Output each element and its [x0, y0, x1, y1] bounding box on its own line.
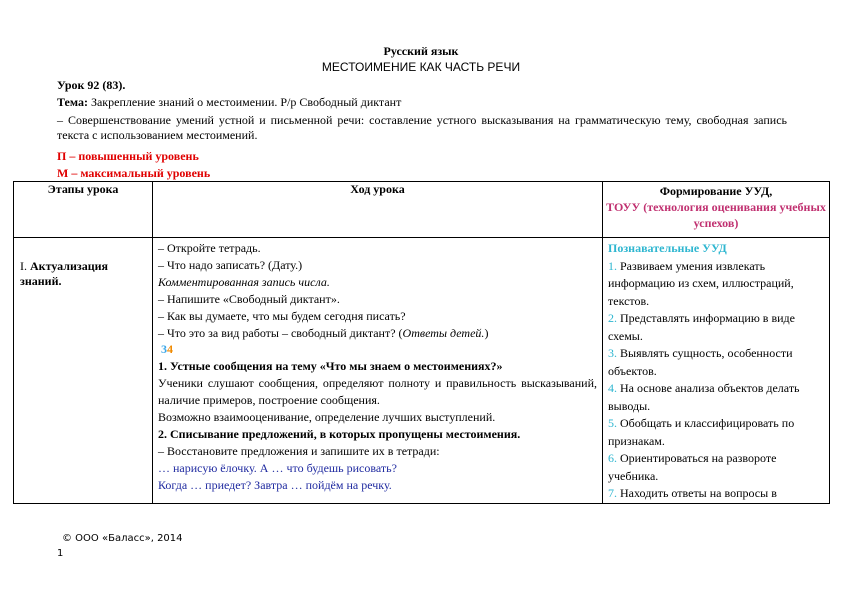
theme-label: Тема:	[57, 95, 88, 109]
level-p: П – повышенный уровень	[57, 149, 199, 163]
uud-item	[608, 450, 825, 485]
course-line: – Напишите «Свободный диктант».	[158, 291, 340, 306]
uud-item	[608, 345, 825, 380]
theme-text: Закрепление знаний о местоимении. Р/р Свободный диктант	[87, 95, 402, 109]
uud-item	[608, 485, 825, 503]
uud-num: 4.	[608, 381, 617, 395]
uud-num: 2.	[608, 311, 617, 325]
course-line: Возможно взаимооценивание, определение лучших выступлений.	[158, 410, 496, 425]
course-line: Когда … приедет? Завтра … пойдём на речку.	[158, 477, 392, 492]
uud-item	[608, 415, 825, 450]
level-markers	[158, 341, 597, 358]
marker-3: 3	[161, 342, 167, 357]
course-line: – Восстановите предложения и запишите их в тетради:	[158, 443, 440, 458]
uud-num: 7.	[608, 486, 617, 500]
uud-cell	[603, 238, 830, 504]
page-number: 1	[57, 548, 64, 559]
uud-num: 6.	[608, 451, 617, 465]
uud-text: Развиваем умения извлекать информацию из схем, иллюстраций, текстов.	[608, 258, 794, 308]
uud-num: 1.	[608, 258, 617, 273]
course-cell	[153, 238, 603, 504]
lesson-theme	[57, 95, 401, 110]
header-stages: Этапы урока	[14, 182, 153, 238]
course-line: Ученики слушают сообщения, определяют полноту и правильность высказываний, наличие примеров, построение сообщения.	[158, 376, 597, 408]
stage-name: Актуализация знаний.	[20, 259, 109, 288]
header-uud-main: Формирование УУД,	[659, 184, 773, 198]
level-m: М – максимальный уровень	[57, 166, 211, 180]
lesson-goal: – Совершенствование умений устной и письменной речи: составление устного высказывания на грамматическую тему, свободная запись текста с использованием местоимений.	[57, 113, 787, 142]
subject-title: Русский язык	[383, 44, 459, 58]
marker-4: 4	[167, 342, 173, 357]
course-line	[158, 325, 597, 342]
course-line: … нарисую ёлочку. А … что будешь рисовать?	[158, 460, 397, 475]
uud-item	[608, 310, 825, 345]
course-line: – Что надо записать? (Дату.)	[158, 257, 303, 272]
course-line: Комментированная запись числа.	[158, 274, 330, 289]
uud-text: Обобщать и классифицировать по признакам.	[608, 416, 795, 448]
lesson-table	[13, 181, 830, 504]
course-line: – Откройте тетрадь.	[158, 241, 261, 255]
lesson-number: Урок 92 (83).	[57, 78, 126, 92]
uud-item	[608, 380, 825, 415]
header-course: Ход урока	[153, 182, 603, 238]
stage-number: I.	[20, 259, 27, 273]
stage-cell	[14, 238, 153, 504]
course-text: Ответы детей.	[402, 325, 485, 340]
course-text: )	[484, 325, 489, 340]
topic-title: МЕСТОИМЕНИЕ КАК ЧАСТЬ РЕЧИ	[321, 60, 521, 74]
header-uud-sub: ТОУУ (технология оценивания учебных успехов)	[606, 200, 826, 230]
uud-text: Выявлять сущность, особенности объектов.	[608, 346, 793, 378]
uud-item	[608, 258, 825, 311]
course-line: 1. Устные сообщения на тему «Что мы знаем о местоимениях?»	[158, 359, 503, 374]
course-line: 2. Списывание предложений, в которых пропущены местоимения.	[158, 426, 521, 441]
course-line: – Как вы думаете, что мы будем сегодня писать?	[158, 308, 406, 323]
table-header-row	[14, 182, 830, 238]
copyright-footer: © ООО «Баласс», 2014	[62, 533, 183, 544]
uud-text: На основе анализа объектов делать выводы.	[608, 381, 800, 413]
uud-text: Представлять информацию в виде схемы.	[608, 311, 795, 343]
course-text: – Что это за вид работы – свободный диктант? (	[158, 325, 403, 340]
uud-num: 5.	[608, 416, 617, 430]
uud-text: Находить ответы на вопросы в	[617, 486, 777, 500]
header-uud	[603, 182, 830, 238]
uud-num: 3.	[608, 346, 617, 360]
uud-text: Ориентироваться на развороте учебника.	[608, 451, 777, 483]
table-row	[14, 238, 830, 504]
uud-title: Познавательные УУД	[608, 241, 727, 255]
